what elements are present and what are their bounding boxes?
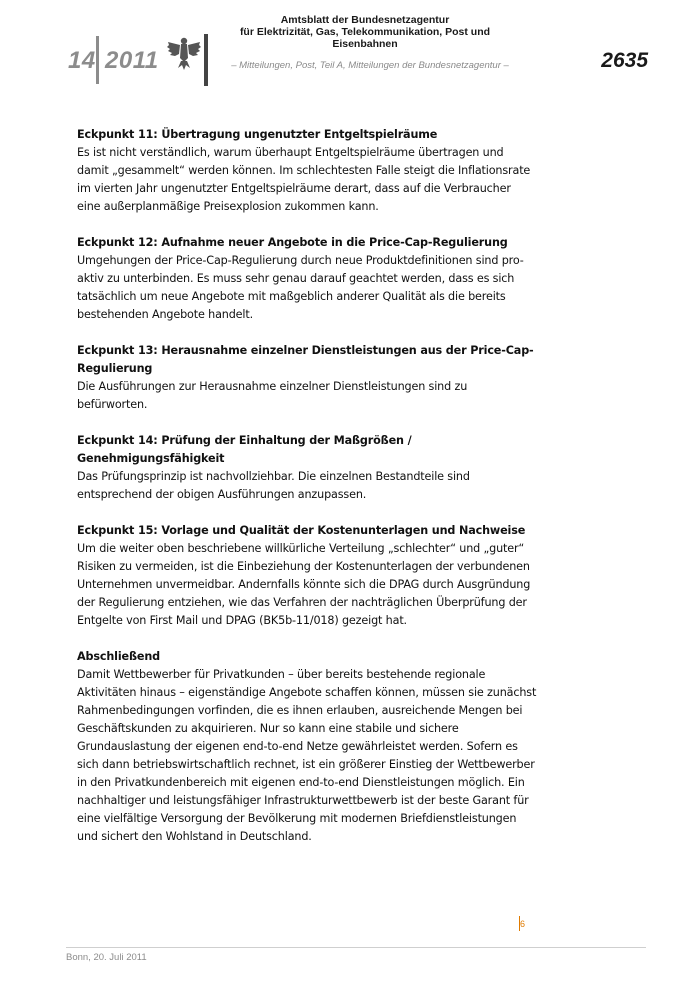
publication-title — [215, 14, 515, 50]
section-eckpunkt-13 — [77, 342, 537, 414]
section-heading: Eckpunkt 14: Prüfung der Einhaltung der Maßgrößen / Genehmigungsfähigkeit — [77, 434, 412, 465]
publication-subtitle: – Mitteilungen, Post, Teil A, Mitteilungen der Bundesnetzagentur – — [231, 60, 509, 71]
section-text: Die Ausführungen zur Herausnahme einzelner Dienstleistungen sind zu befürworten. — [77, 380, 468, 411]
section-eckpunkt-14 — [77, 432, 537, 504]
section-eckpunkt-12 — [77, 234, 537, 324]
section-heading: Abschließend — [77, 650, 160, 663]
publication-title-line2: für Elektrizität, Gas, Telekommunikation, Post und Eisenbahnen — [239, 26, 491, 50]
issue-separator — [96, 36, 99, 84]
issue-year: 2011 — [105, 47, 159, 74]
section-text: Um die weiter oben beschriebene willkürliche Verteilung „schlechter“ und „guter“ Risiken zu vermeiden, ist die Einbeziehung der Kostenunterlagen der verbundenen Unternehmen unvermeidbar. Andernfalls könnte sich die DPAG durch Ausgründung der Regulierung entziehen, wie das Verfahren der nachträglichen Überprüfung der Entgelte von First Mail und DPAG (BK5b-11/018) gezeigt hat. — [77, 542, 531, 627]
publication-title-line1: Amtsblatt der Bundesnetzagentur — [280, 14, 450, 26]
section-heading: Eckpunkt 13: Herausnahme einzelner Dienstleistungen aus der Price-Cap-Regulierung — [77, 344, 534, 375]
section-heading: Eckpunkt 12: Aufnahme neuer Angebote in die Price-Cap-Regulierung — [77, 236, 508, 249]
header-divider — [204, 34, 208, 86]
footer-divider — [66, 947, 646, 948]
section-text: Damit Wettbewerber für Privatkunden – über bereits bestehende regionale Aktivitäten hinaus – eigenständige Angebote schaffen können, müssen sie zunächst Rahmenbedingungen vorfinden, die es ihnen erlauben, ausreichende Mengen bei Geschäftskunden zu akquirieren. Nur so kann eine stabile und sichere Grundauslastung der eigenen end-to-end Netze gewährleistet werden. Sofern es sich dann betriebswirtschaftlich rechnet, ist ein größerer Einstieg der Wettbewerber in den Privatkundenbereich mit eigenen end-to-end Dienstleistungen möglich. Ein nachhaltiger und leistungsfähiger Infrastrukturwettbewerb ist der beste Garant für eine vielfältige Versorgung der Bevölkerung mit modernen Briefdienstleistungen und sichert den Wohlstand in Deutschland. — [77, 668, 537, 843]
inner-page-number: 6 — [520, 919, 526, 929]
section-heading: Eckpunkt 15: Vorlage und Qualität der Kostenunterlagen und Nachweise — [77, 524, 526, 537]
section-eckpunkt-15 — [77, 522, 537, 630]
section-eckpunkt-11 — [77, 126, 537, 216]
section-abschliessend — [77, 648, 537, 846]
section-text: Es ist nicht verständlich, warum überhaupt Entgeltspielräume übertragen und damit „gesammelt“ werden können. Im schlechtesten Falle steigt die Inflationsrate im vierten Jahr ungenutzter Entgeltspielräume derart, dass auf die Verbraucher eine außerplanmäßige Preisexplosion zukommen kann. — [77, 146, 531, 213]
footer-date: Bonn, 20. Juli 2011 — [66, 952, 147, 963]
federal-eagle-icon — [166, 34, 202, 72]
document-body — [77, 126, 537, 864]
section-heading: Eckpunkt 11: Übertragung ungenutzter Entgeltspielräume — [77, 128, 438, 141]
page-number: 2635 — [601, 49, 648, 72]
section-text: Das Prüfungsprinzip ist nachvollziehbar. Die einzelnen Bestandteile sind entsprechend der obigen Ausführungen anzupassen. — [77, 470, 470, 501]
section-text: Umgehungen der Price-Cap-Regulierung durch neue Produktdefinitionen sind pro-aktiv zu unterbinden. Es muss sehr genau darauf geachtet werden, dass es sich tatsächlich um neue Angebote mit maßgeblich anderer Qualität als die bereits bestehenden Angebote handelt. — [77, 254, 524, 321]
issue-number: 14 — [68, 47, 96, 74]
